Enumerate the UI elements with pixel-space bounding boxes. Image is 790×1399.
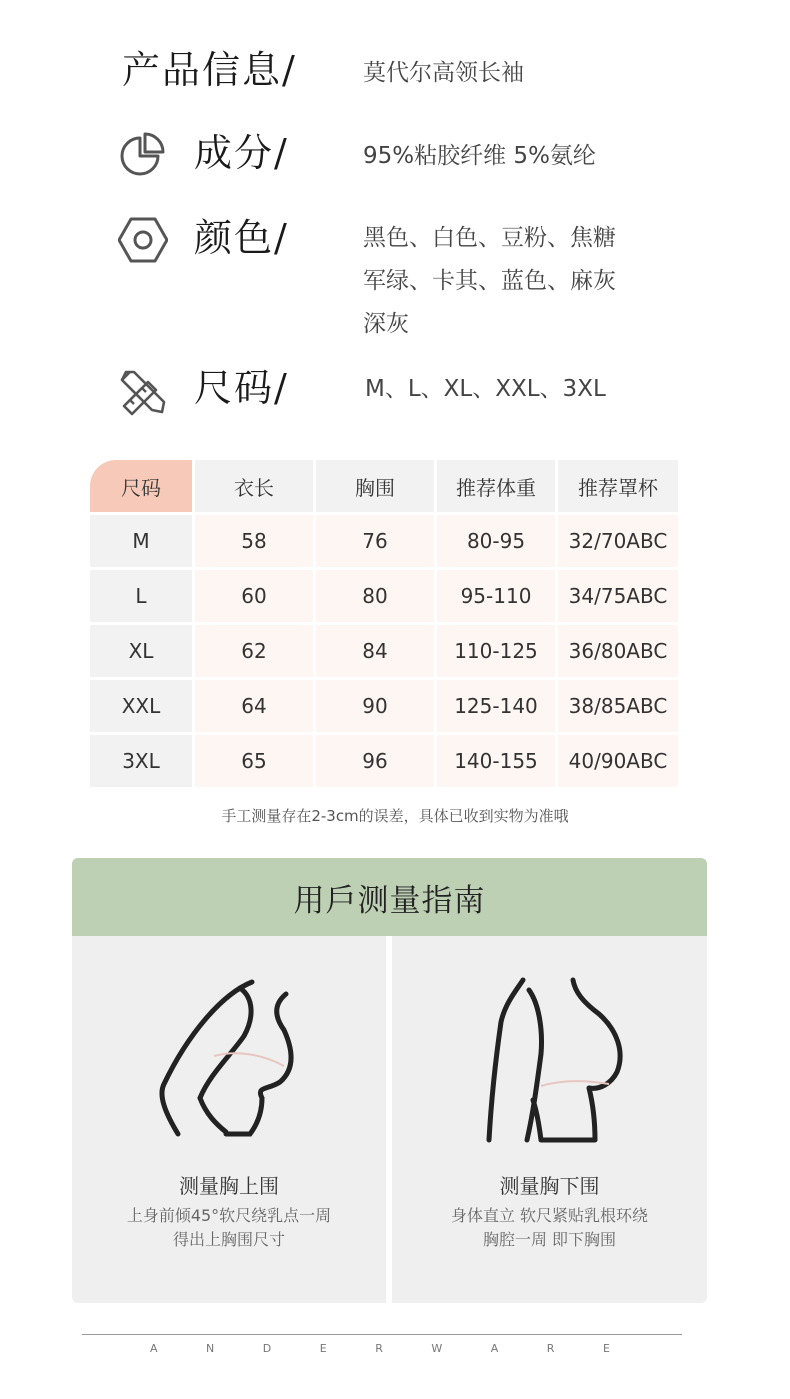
- footer-letter: R: [375, 1342, 383, 1355]
- table-row: [90, 680, 678, 732]
- upper-bust-desc: [72, 1204, 386, 1252]
- under-bust-desc: [392, 1204, 707, 1252]
- composition-label: 成分/: [194, 131, 289, 175]
- table-row: [90, 515, 678, 567]
- under-bust-desc-line: 身体直立 软尺紧贴乳根环绕: [450, 1206, 649, 1225]
- pie-chart-icon: [118, 130, 168, 180]
- table-cell: XXL: [90, 680, 192, 732]
- footer-letter: W: [431, 1342, 443, 1355]
- table-cell: 84: [316, 625, 434, 677]
- table-cell: XL: [90, 625, 192, 677]
- size-options-value: M、L、XL、XXL、3XL: [365, 376, 606, 402]
- table-cell: 58: [195, 515, 313, 567]
- size-label: 尺码/: [194, 366, 289, 410]
- footer-letter: E: [319, 1342, 327, 1355]
- product-info-label: 产品信息/: [122, 48, 297, 92]
- table-header-row: [90, 460, 678, 512]
- table-cell: L: [90, 570, 192, 622]
- table-cell: 110-125: [437, 625, 555, 677]
- color-line-1: 黑色、白色、豆粉、焦糖: [363, 225, 616, 251]
- table-cell: 125-140: [437, 680, 555, 732]
- upper-bust-panel: [72, 936, 386, 1303]
- table-cell: 62: [195, 625, 313, 677]
- footer-letter: N: [206, 1342, 215, 1355]
- under-bust-title: 测量胸下围: [499, 1174, 600, 1198]
- ruler-pencil-icon: [118, 366, 168, 416]
- measurement-note: 手工测量存在2-3cm的误差，具体已收到实物为准哦: [221, 807, 569, 825]
- footer-divider: [82, 1334, 682, 1335]
- table-cell: 40/90ABC: [558, 735, 678, 787]
- table-cell: 3XL: [90, 735, 192, 787]
- footer-letter: A: [150, 1342, 158, 1355]
- upper-bust-desc-line: 上身前倾45°软尺绕乳点一周: [126, 1206, 332, 1225]
- upper-bust-figure-icon: [144, 974, 314, 1154]
- table-cell: 140-155: [437, 735, 555, 787]
- table-header-cell: 胸围: [316, 460, 434, 512]
- upper-bust-title: 测量胸上围: [179, 1174, 279, 1198]
- hexagon-nut-icon: [118, 215, 168, 265]
- table-cell: 64: [195, 680, 313, 732]
- table-header-cell: 尺码: [90, 460, 192, 512]
- table-row: [90, 625, 678, 677]
- measurement-guide: [72, 858, 707, 1303]
- table-cell: 65: [195, 735, 313, 787]
- footer-letter: R: [546, 1342, 555, 1355]
- upper-bust-desc-line: 得出上胸围尺寸: [172, 1230, 285, 1249]
- footer-letter: A: [490, 1342, 499, 1355]
- color-line-2: 军绿、卡其、蓝色、麻灰: [363, 268, 616, 294]
- footer-letter: E: [602, 1342, 610, 1355]
- footer-letter: D: [262, 1342, 272, 1355]
- size-table: [90, 460, 678, 790]
- product-name-value: 莫代尔高领长袖: [363, 60, 524, 86]
- table-cell: 76: [316, 515, 434, 567]
- table-cell: 80-95: [437, 515, 555, 567]
- table-row: [90, 735, 678, 787]
- table-header-cell: 衣长: [195, 460, 313, 512]
- table-row: [90, 570, 678, 622]
- table-cell: 38/85ABC: [558, 680, 678, 732]
- table-header-cell: 推荐体重: [437, 460, 555, 512]
- footer-brand-word: [150, 1342, 610, 1355]
- table-cell: 34/75ABC: [558, 570, 678, 622]
- color-label: 颜色/: [194, 216, 289, 260]
- table-header-cell: 推荐罩杯: [558, 460, 678, 512]
- under-bust-panel: [392, 936, 707, 1303]
- table-cell: 60: [195, 570, 313, 622]
- color-line-3: 深灰: [363, 311, 409, 337]
- table-cell: 32/70ABC: [558, 515, 678, 567]
- table-cell: 96: [316, 735, 434, 787]
- table-cell: M: [90, 515, 192, 567]
- table-cell: 95-110: [437, 570, 555, 622]
- under-bust-desc-line: 胸腔一周 即下胸围: [482, 1230, 617, 1249]
- composition-value: 95%粘胶纤维 5%氨纶: [363, 143, 596, 169]
- under-bust-figure-icon: [465, 974, 635, 1154]
- guide-title: 用戶测量指南: [72, 858, 707, 936]
- table-cell: 80: [316, 570, 434, 622]
- table-cell: 90: [316, 680, 434, 732]
- table-cell: 36/80ABC: [558, 625, 678, 677]
